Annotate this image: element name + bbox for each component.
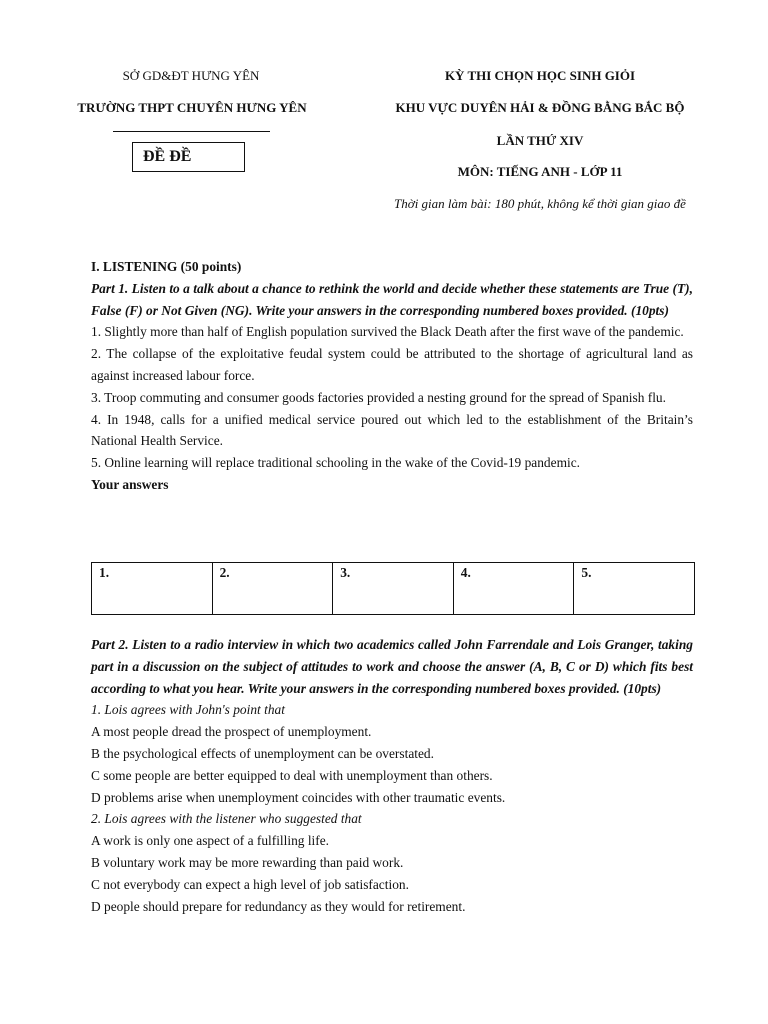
question-2-stem: 2. Lois agrees with the listener who suggested that [91,811,362,827]
answer-box-5[interactable]: 5. [574,563,695,615]
part2-instruction-tail: . Write your answers in the corresponding numbered boxes provided. (10pts) [241,680,662,696]
exam-round: LẦN THỨ XIV [496,133,584,148]
exam-time: Thời gian làm bài: 180 phút, không kể thời gian giao đề [394,196,686,211]
part2-instruction-lead: Part 2. Listen to a radio interview in which two academics called John Farrendale and Lois Granger, taking part in a discussion on the subject of attitudes to work and choose the answer (A, B, C or D) which fits best according to what you hear [91,637,693,696]
section-title: I. LISTENING (50 points) [91,259,242,274]
statement-5: 5. Online learning will replace traditional schooling in the wake of the Covid-19 pandemic. [91,455,580,471]
question-1-option-b: B the psychological effects of unemployment can be overstated. [91,745,434,761]
question-1-stem: 1. Lois agrees with John's point that [91,702,285,718]
question-1-option-a: A most people dread the prospect of unemployment. [91,724,372,740]
statement-2: 2. The collapse of the exploitative feudal system could be attributed to the shortage of agricultural land as against increased labour force. [91,346,693,383]
part2-instruction [91,634,693,699]
answer-box-4[interactable]: 4. [453,563,574,615]
statement-4: 4. In 1948, calls for a unified medical service poured out which led to the establishment of the Britain’s National Health Service. [91,411,693,449]
answer-box-2[interactable]: 2. [212,563,333,615]
statement-3: 3. Troop commuting and consumer goods factories provided a nesting ground for the spread of Spanish flu. [91,389,666,405]
school-name: TRƯỜNG THPT CHUYÊN HƯNG YÊN [77,100,307,115]
statement-1: 1. Slightly more than half of English population survived the Black Death after the first wave of the pandemic. [91,324,684,340]
question-1-option-c: C some people are better equipped to deal with unemployment than others. [91,767,493,783]
exam-code-label: ĐỀ ĐỀ [143,148,192,165]
answer-box-3[interactable]: 3. [333,563,454,615]
exam-title: KỲ THI CHỌN HỌC SINH GIỎI [444,68,636,83]
question-2-option-d: D people should prepare for redundancy as they would for retirement. [91,898,466,914]
header-divider [113,131,270,132]
section1-block [91,256,693,496]
part2-block [91,634,693,917]
question-2-option-c: C not everybody can expect a high level of job satisfaction. [91,876,409,892]
question-2-option-b: B voluntary work may be more rewarding than paid work. [91,854,404,870]
question-1-option-d: D problems arise when unemployment coincides with other traumatic events. [91,789,506,805]
department-name: SỞ GD&ĐT HƯNG YÊN [122,68,260,83]
exam-region: KHU VỰC DUYÊN HẢI & ĐỒNG BẰNG BẮC BỘ [395,100,685,115]
answer-box-1[interactable]: 1. [92,563,213,615]
exam-code-box [132,142,245,172]
answers-label: Your answers [91,476,169,492]
question-2-option-a: A work is only one aspect of a fulfilling life. [91,833,330,849]
exam-subject: MÔN: TIẾNG ANH - LỚP 11 [457,164,623,179]
answer-table [91,562,695,615]
part1-instruction: Part 1. Listen to a talk about a chance to rethink the world and decide whether these statements are True (T), False (F) or Not Given (NG). Write your answers in the corresponding numbered boxes provided. (10pts) [91,280,693,318]
